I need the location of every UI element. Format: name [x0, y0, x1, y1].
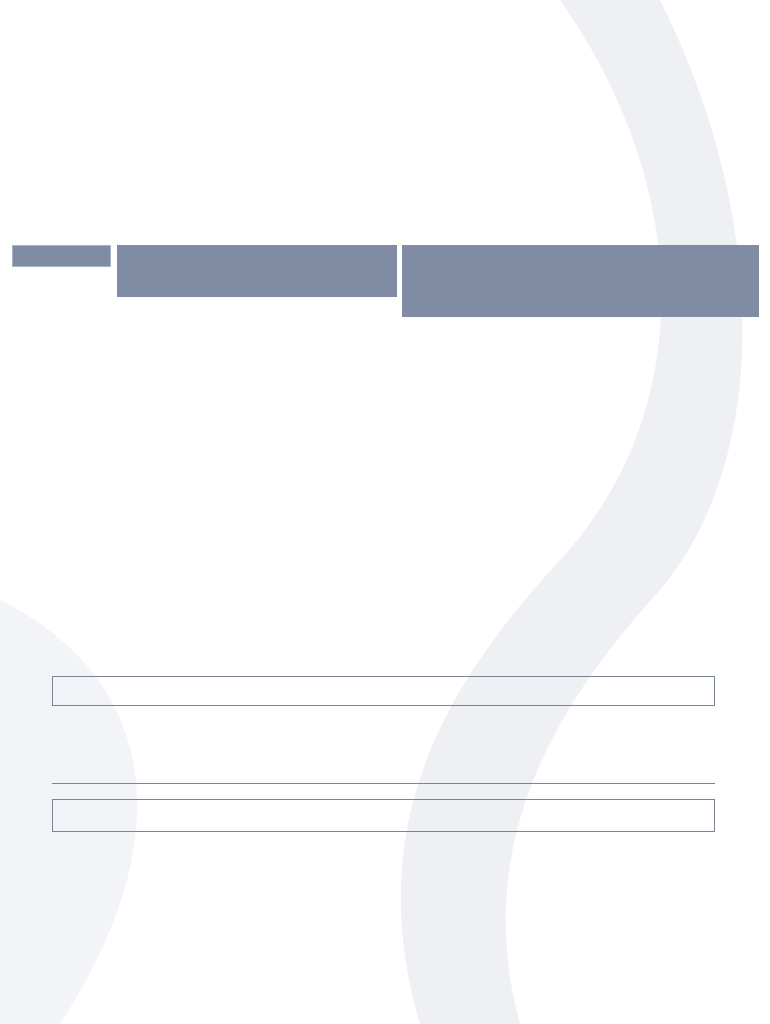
formulae-heading [13, 246, 110, 266]
conversion-formulae [12, 245, 111, 267]
falcon-logo [694, 960, 756, 1000]
cm-tick-strip [52, 676, 715, 706]
fraction-conversion-table [402, 245, 759, 317]
inch-tick-strip [52, 799, 715, 832]
inch-table-title [117, 245, 397, 278]
inches-to-cm-mm-table [117, 245, 397, 582]
fraction-table-title [402, 245, 759, 275]
ruler [52, 676, 715, 832]
